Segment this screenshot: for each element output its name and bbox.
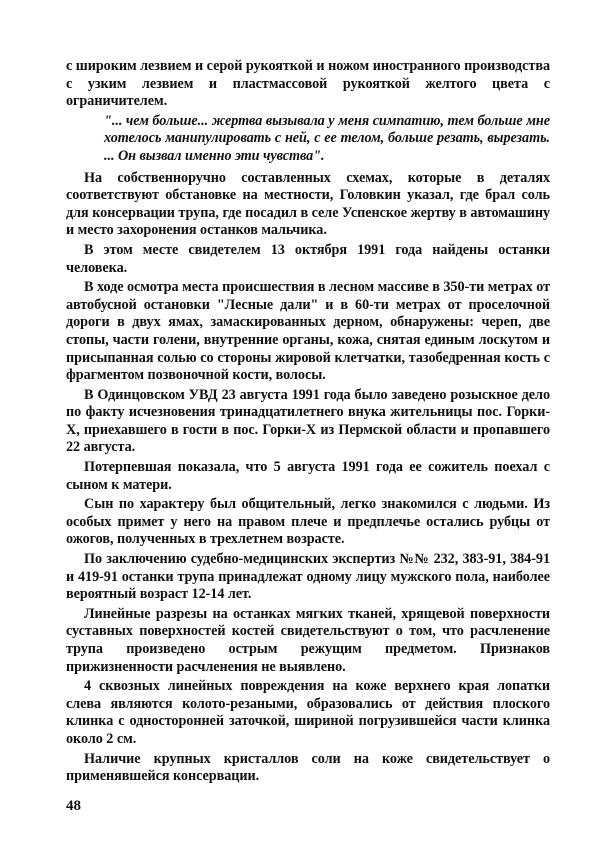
paragraph: По заключению судебно-медицинских экспертиз №№ 232, 383-91, 384-91 и 419-91 останки трупа принадлежат одному лицу мужского пола, наиболее вероятный возраст 12-14 лет. <box>66 551 550 603</box>
paragraph: В этом месте свидетелем 13 октября 1991 года найдены останки человека. <box>66 241 550 276</box>
paragraph: В ходе осмотра места происшествия в лесном массиве в 350-ти метрах от автобусной остановки "Лесные дали" и в 60-ти метрах от проселочной дороги в двух ямах, замаскированных дерном, обнаружены: череп, две стопы, части голени, внутренние органы, кожа, снятая единым лоскутом и присыпанная солью со стороны жировой клетчатки, тазобедренная кость с фрагментом позвоночной кости, волосы. <box>66 279 550 384</box>
quotation: "... чем больше... жертва вызывала у меня симпатию, тем больше мне хотелось манипулировать с ней, с ее телом, больше резать, вырезать. ... Он вызвал именно эти чувства". <box>104 112 550 164</box>
paragraph: В Одинцовском УВД 23 августа 1991 года было заведено розыскное дело по факту исчезновения тринадцатилетнего внука жительницы пос. Горки-Х, приехавшего в гости в пос. Горки-Х из Пермской области и пропавшего 22 августа. <box>66 386 550 456</box>
body-text <box>66 58 550 788</box>
paragraph-continuation: с широким лезвием и серой рукояткой и ножом иностранного производства с узким лезвием и пластмассовой рукояткой желтого цвета с ограничителем. <box>66 58 550 110</box>
page-number: 48 <box>66 798 81 814</box>
paragraph: Наличие крупных кристаллов соли на коже свидетельствует о применявшейся консервации. <box>66 750 550 785</box>
paragraph: Сын по характеру был общительный, легко знакомился с людьми. Из особых примет у него на правом плече и предплечье остались рубцы от ожогов, полученных в трехлетнем возрасте. <box>66 496 550 548</box>
paragraph: На собственноручно составленных схемах, которые в деталях соответствуют обстановке на местности, Головкин указал, где брал соль для консервации трупа, где посадил в селе Успенское жертву в автомашину и место захоронения останков мальчика. <box>66 169 550 239</box>
paragraph: Линейные разрезы на останках мягких тканей, хрящевой поверхности суставных поверхностей костей свидетельствуют о том, что расчленение трупа произведено острым режущим предметом. Признаков прижизненности расчленения не выявлено. <box>66 605 550 675</box>
paragraph: 4 сквозных линейных повреждения на коже верхнего края лопатки слева являются колото-резаными, образовались от действия плоского клинка с односторонней заточкой, шириной погрузившейся части клинка около 2 см. <box>66 678 550 747</box>
paragraph: Потерпевшая показала, что 5 августа 1991 года ее сожитель поехал с сыном к матери. <box>66 459 550 493</box>
